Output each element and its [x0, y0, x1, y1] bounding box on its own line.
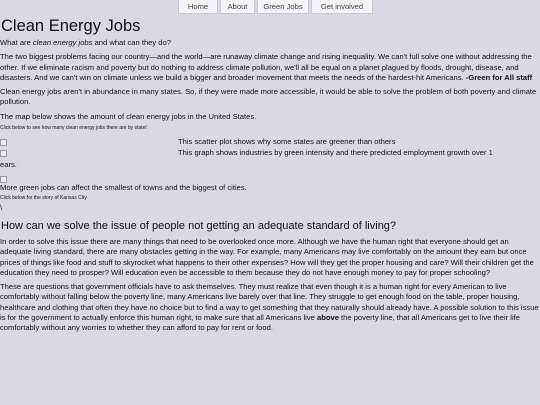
graph-caption-line2: ears. [0, 159, 17, 169]
main-content [0, 17, 540, 337]
questions-text-a: These are questions that government officials have to ask themselves. They must realize that even though it is a human right for every American to live comfortably without falling below the poverty line, many Americans live barely over that line. They struggle to get enough food on the table, proper housing, healthcare and clothing that often they have no choice but to find a way to get something that they naturally should already have. A possible solution to this issue is for the government to actually enforce this human right, to make sure that all Americans live [0, 282, 539, 322]
graph-caption-line1: This graph shows industries by green intensity and there predicted employment growth over 1 [178, 147, 493, 157]
nav-home[interactable]: Home [178, 0, 218, 14]
intro-quote [0, 52, 540, 83]
scatter-caption: This scatter plot shows why some states are greener than others [178, 136, 396, 146]
nav-get-involved[interactable]: Get involved [311, 0, 373, 14]
question-suffix: and what can they do? [92, 38, 171, 48]
kansas-city-note: Click below for the story of Kansas City [0, 194, 87, 201]
section-heading: How can we solve the issue of people not getting an adequate standard of living? [1, 219, 397, 232]
graph-row [0, 148, 540, 174]
scatter-row [0, 137, 540, 148]
scatter-image-icon[interactable] [0, 150, 7, 157]
question-emphasis: clean energy jobs [32, 38, 93, 48]
towns-paragraph: More green jobs can affect the smallest of towns and the biggest of cities. [0, 182, 247, 192]
map-image-icon[interactable] [0, 139, 7, 146]
top-nav [178, 0, 373, 14]
graph-image-icon[interactable] [0, 176, 7, 183]
question-prefix: What are [0, 38, 33, 48]
intro-question [0, 38, 540, 48]
graph-image-row [0, 174, 540, 183]
map-note: Click below to see how many clean energy jobs there are by state! [0, 124, 147, 131]
map-paragraph: The map below shows the amount of clean energy jobs in the United States. [0, 111, 257, 121]
nav-green-jobs[interactable]: Green Jobs [257, 0, 309, 14]
intro-attribution: -Green for All staff [465, 72, 533, 82]
solve-paragraph: In order to solve this issue there are many things that need to be overlooked once more. Although we have the human right that everyone should get an adequate living standard, there are many obstacles getting in the way. For example, many Americans may live comfortably on the amount they earn but once prices of things like food and stuff to skyrocket what happens to their other expenses? How will they get the proper housing and care? Will their children get the education they need to prosper? Will education even be accessible to them because they do not have enough money to pay for proper schooling? [0, 237, 534, 277]
intro-text: The two biggest problems facing our country—and the world—are runaway climate change and rising inequality. We can't full solve one without addressing the other. If we eliminate racism and poverty but do nothing to address climate pollution, we'll all be equal on a planet plagued by floods, drought, disease, and disasters. And we can't win on climate unless we build a bigger and broader movement that meets the needs of the hardest-hit Americans. [0, 52, 532, 82]
questions-paragraph [0, 282, 540, 333]
abundance-paragraph: Clean energy jobs aren't in abundance in many states. So, if they were made more accessible, it would be able to solve the problem of both poverty and climate pollution. [0, 87, 537, 107]
questions-text-b: the poverty line, that all Americans get to live their life comfortably without any worries to whether they can afford to pay for rent or food. [0, 312, 521, 333]
questions-bold: above [316, 312, 339, 322]
page-title: Clean Energy Jobs [1, 17, 141, 35]
nav-about[interactable]: About [220, 0, 255, 14]
stray-backslash: \ [0, 202, 3, 212]
